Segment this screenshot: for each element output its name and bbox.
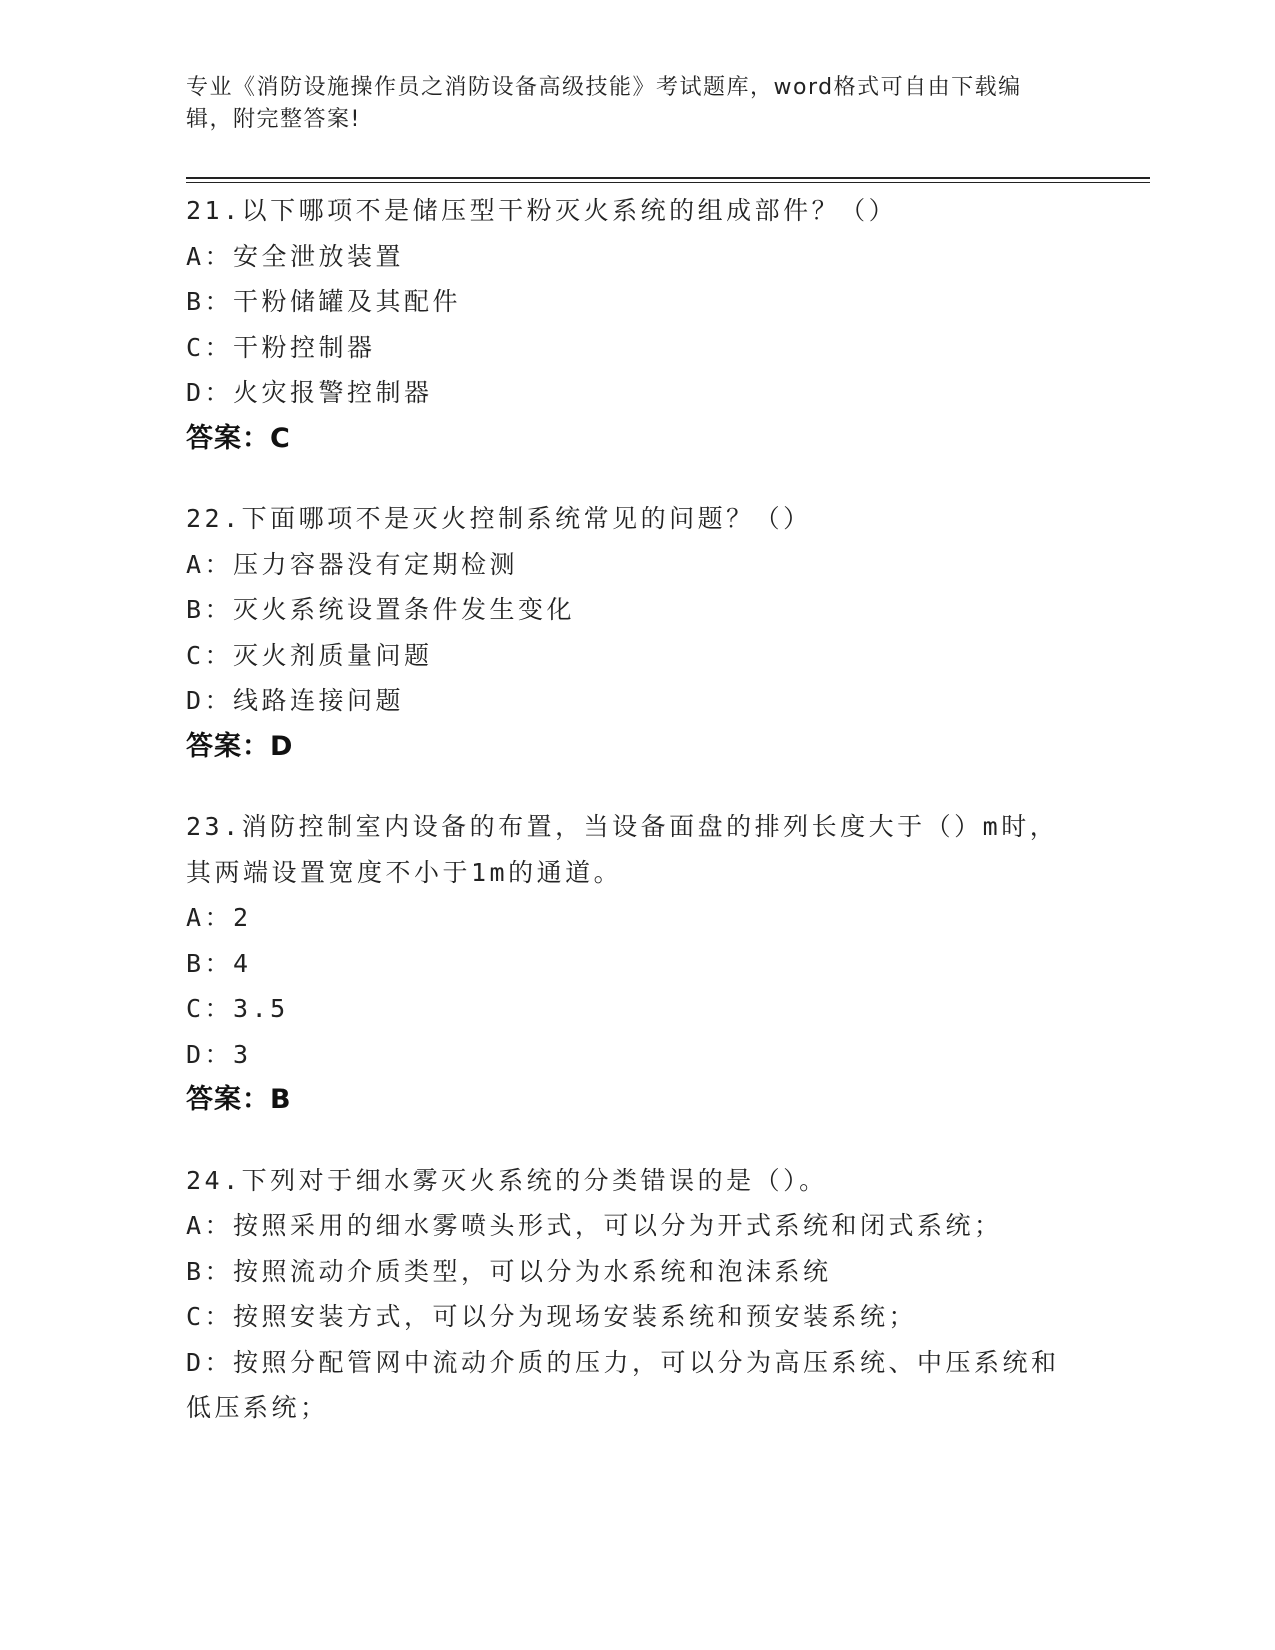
option-b: B：灭火系统设置条件发生变化 [186,595,576,624]
question-stem: 21.以下哪项不是储压型干粉灭火系统的组成部件？（） [186,196,898,225]
question-stem: 22.下面哪项不是灭火控制系统常见的问题？（） [186,504,812,533]
answer-text: 答案：B [186,1084,292,1115]
document-header: 专业《消防设施操作员之消防设备高级技能》考试题库，word格式可自由下载编辑，附完整答案! [186,75,1022,132]
option-d: D：线路连接问题 [186,686,405,715]
question-23 [186,804,1086,1123]
option-a: A：按照采用的细水雾喷头形式，可以分为开式系统和闭式系统； [186,1211,1003,1240]
option-b: B：干粉储罐及其配件 [186,287,462,316]
header-divider-thick [186,177,1150,179]
option-a: A：安全泄放装置 [186,241,405,271]
header-divider-thin [186,182,1150,183]
question-21 [186,188,1086,461]
option-c: C：灭火剂质量问题 [186,640,433,670]
answer-text: 答案：D [186,730,294,762]
option-c: C：按照安装方式，可以分为现场安装系统和预安装系统； [186,1302,918,1331]
question-24 [186,1158,1086,1431]
option-d: D：3 [186,1039,252,1069]
option-b: B：按照流动介质类型，可以分为水系统和泡沫系统 [186,1256,832,1286]
question-stem: 24.下列对于细水雾灭火系统的分类错误的是（）。 [186,1165,828,1195]
option-c: C：干粉控制器 [186,332,376,362]
question-stem: 23.消防控制室内设备的布置，当设备面盘的排列长度大于（）m时，其两端设置宽度不小于1m的通道。 [186,812,1059,887]
option-d: D：火灾报警控制器 [186,378,433,407]
option-a: A：2 [186,903,252,932]
option-d: D：按照分配管网中流动介质的压力，可以分为高压系统、中压系统和低压系统； [186,1347,1060,1422]
question-list [186,188,1086,1466]
option-c: C：3.5 [186,994,289,1023]
answer-text: 答案：C [186,422,291,454]
question-22 [186,496,1086,769]
option-a: A：压力容器没有定期检测 [186,549,519,579]
option-b: B：4 [186,948,252,978]
